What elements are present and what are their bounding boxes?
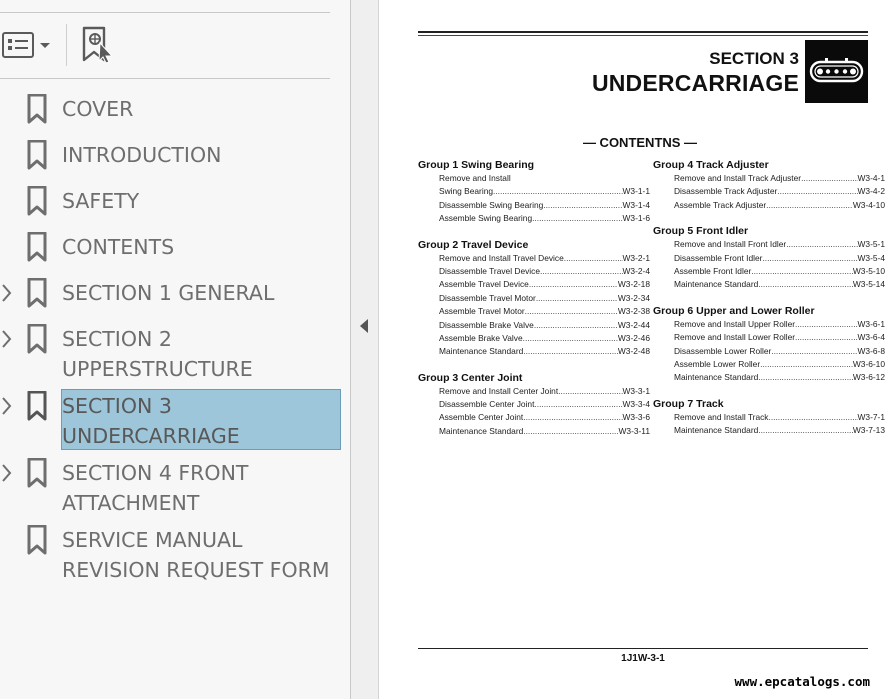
leader-dots <box>762 252 857 265</box>
toc-entry[interactable] <box>439 199 650 212</box>
toc-entry-text: Assemble Brake Valve <box>439 332 523 343</box>
toc-group <box>653 224 885 292</box>
leader-dots <box>777 185 857 198</box>
leader-dots <box>766 199 853 212</box>
toc-entry-text: Assemble Travel Motor <box>439 306 525 317</box>
toc-entry-page: W3-1-4 <box>622 199 650 210</box>
toc-entry[interactable] <box>439 425 650 438</box>
bookmark-icon <box>27 140 47 170</box>
toc-group <box>653 158 885 212</box>
toc-entry[interactable] <box>439 278 650 291</box>
toc-entry-text: Assemble Lower Roller <box>674 358 761 369</box>
toc-entry-page: W3-3-4 <box>622 399 650 410</box>
toc-group-title: Group 1 Swing Bearing <box>418 159 535 171</box>
toc-entry-page: W3-2-1 <box>622 252 650 263</box>
toc-entry-text: Disassemble Center Joint <box>439 399 535 410</box>
toc-group-title: Group 5 Front Idler <box>653 225 749 238</box>
toc-entry[interactable] <box>674 252 885 265</box>
toc-entry-text: Assemble Center Joint <box>439 412 524 423</box>
toc-entry-page: W3-4-1 <box>857 173 885 183</box>
toc-entry[interactable] <box>674 318 885 331</box>
toc-entry[interactable] <box>439 172 650 185</box>
toc-entry-text: Maintenance Standard <box>439 346 524 357</box>
leader-dots <box>760 358 853 371</box>
leader-dots <box>536 292 618 305</box>
toc-entry-text: Remove and Install Lower Roller <box>674 332 796 343</box>
toc-entry-text: Maintenance Standard <box>674 279 759 290</box>
bookmark-icon <box>27 525 47 555</box>
leader-dots <box>795 331 858 344</box>
toc-entry-page: W3-6-10 <box>852 358 885 369</box>
toc-entry-page: W3-5-1 <box>857 239 885 250</box>
toolbar-separator <box>66 24 67 66</box>
toc-entry-page: W3-5-10 <box>852 265 885 276</box>
bookmark-label: SECTION 4 FRONT ATTACHMENT <box>62 461 249 515</box>
toc-entry[interactable] <box>674 424 885 437</box>
toc-entry-text: Disassemble Travel Device <box>439 265 540 276</box>
toc-entry-text: Remove and Install Upper Roller <box>674 318 796 329</box>
bookmark-label: SERVICE MANUAL REVISION REQUEST FORM <box>62 528 330 582</box>
toc-group-title: Group 6 Upper and Lower Roller <box>653 304 815 317</box>
leader-dots <box>558 385 622 398</box>
toc-entry-text: Assemble Swing Bearing <box>439 213 533 224</box>
header-rule <box>418 31 868 33</box>
toc-entry-text: Maintenance Standard <box>674 372 759 383</box>
toc-entry-page: W3-6-1 <box>857 318 885 329</box>
toc-entry[interactable] <box>674 172 885 185</box>
toc-entry[interactable] <box>674 185 885 198</box>
toc-group <box>418 158 650 226</box>
toc-entry-page: W3-6-12 <box>852 372 885 383</box>
toc-entry-text: Remove and Install Track <box>674 411 769 422</box>
panel-splitter[interactable] <box>351 0 379 699</box>
toc-entry-page: W3-3-1 <box>622 385 650 396</box>
header-rule-thin <box>418 35 868 36</box>
toc-entry-page: W3-2-48 <box>617 346 650 357</box>
leader-dots <box>751 265 853 278</box>
panel-top-divider <box>0 12 330 13</box>
leader-dots <box>758 371 853 384</box>
leader-dots <box>786 238 857 251</box>
toc-entry[interactable] <box>674 331 885 344</box>
toc-entry-page: W3-7-1 <box>857 411 885 422</box>
toc-entry[interactable] <box>674 345 885 358</box>
leader-dots <box>758 278 853 291</box>
toc-entry-page: W3-2-44 <box>617 319 650 330</box>
leader-dots <box>771 345 857 358</box>
leader-dots <box>523 345 618 358</box>
toc-entry-page: W3-2-38 <box>617 306 650 317</box>
toc-left-column <box>418 158 650 450</box>
toc-entry-page: W3-3-6 <box>622 412 650 423</box>
expand-chevron-icon[interactable] <box>0 462 14 484</box>
bookmark-icon <box>27 94 47 124</box>
find-current-bookmark-button[interactable] <box>80 26 116 64</box>
bookmark-icon <box>27 278 47 308</box>
options-menu-button[interactable] <box>2 28 52 62</box>
toc-entry-page: W3-2-18 <box>617 279 650 290</box>
toc-entry-text: Disassemble Brake Valve <box>439 319 534 330</box>
toc-group <box>653 304 885 385</box>
toc-entry[interactable] <box>674 358 885 371</box>
find-bookmark-icon <box>80 26 116 64</box>
toc-entry[interactable] <box>439 185 650 198</box>
toc-entry-text: Disassemble Swing Bearing <box>439 199 544 210</box>
toc-entry[interactable] <box>439 292 650 305</box>
bookmark-label: SAFETY <box>62 189 140 213</box>
toc-entry[interactable] <box>674 411 885 424</box>
toc-entry[interactable] <box>439 265 650 278</box>
toc-entry-text: Remove and Install Track Adjuster <box>674 173 802 183</box>
toc-right-column <box>653 158 885 449</box>
toc-entry-page: W3-3-11 <box>618 425 650 436</box>
collapse-left-icon[interactable] <box>357 316 371 336</box>
toc-entry[interactable] <box>439 411 650 424</box>
bookmark-icon <box>27 186 47 216</box>
toolbar-divider <box>0 78 330 79</box>
toc-entry[interactable] <box>439 319 650 332</box>
toc-entry-text: Disassemble Front Idler <box>674 252 763 263</box>
toc-entry-page: W3-6-8 <box>857 345 885 356</box>
toc-entry-text: Maintenance Standard <box>674 425 759 436</box>
leader-dots <box>769 411 858 424</box>
toc-entry-page: W3-2-34 <box>617 292 650 303</box>
toc-entry-page: W3-5-4 <box>857 252 885 263</box>
leader-dots <box>758 424 853 437</box>
bookmark-label: CONTENTS <box>62 235 175 259</box>
toc-entry-page: W3-2-4 <box>622 265 650 276</box>
watermark-text: www.epcatalogs.com <box>734 674 870 689</box>
toc-entry-page: W3-6-4 <box>857 332 885 343</box>
leader-dots <box>564 252 623 265</box>
expand-chevron-icon[interactable] <box>0 328 14 350</box>
toc-entry[interactable] <box>674 265 885 278</box>
bookmark-icon <box>27 391 47 421</box>
toc-entry-text: Disassemble Track Adjuster <box>674 186 778 197</box>
contents-heading: — CONTENTNS — <box>582 135 698 150</box>
toc-entry-text: Assemble Front Idler <box>674 265 752 276</box>
toc-entry[interactable] <box>439 212 650 225</box>
toc-entry[interactable] <box>439 305 650 318</box>
toc-group-title: Group 4 Track Adjuster <box>653 159 769 171</box>
toc-entry-text: Remove and Install <box>439 173 511 183</box>
toc-entry[interactable] <box>674 371 885 384</box>
leader-dots <box>543 199 622 212</box>
leader-dots <box>523 332 618 345</box>
leader-dots <box>523 411 622 424</box>
toc-group-title: Group 2 Travel Device <box>418 238 529 251</box>
bookmark-icon <box>27 458 47 488</box>
leader-dots <box>801 172 857 185</box>
toc-entry[interactable] <box>439 332 650 345</box>
toc-group <box>653 397 885 438</box>
toc-entry-page: W3-4-2 <box>857 186 885 197</box>
toc-entry-text: Disassemble Travel Motor <box>439 292 536 303</box>
toc-entry-text: Remove and Install Center Joint <box>439 385 559 396</box>
toc-entry[interactable] <box>439 398 650 411</box>
chevron-down-icon <box>38 40 52 50</box>
leader-dots <box>795 318 858 331</box>
section-title: UNDERCARRIAGE <box>591 70 799 96</box>
toc-entry-page: W3-5-14 <box>852 279 885 290</box>
leader-dots <box>525 305 618 318</box>
toc-entry-text: Remove and Install Travel Device <box>439 252 564 263</box>
toc-entry[interactable] <box>439 385 650 398</box>
expand-chevron-icon[interactable] <box>0 282 14 304</box>
toc-entry-text: Assemble Travel Device <box>439 279 529 290</box>
leader-dots <box>529 278 618 291</box>
bookmark-label: INTRODUCTION <box>62 143 222 167</box>
bookmark-icon <box>27 232 47 262</box>
toc-entry-page: W3-1-1 <box>622 186 650 197</box>
toc-entry-text: Swing Bearing <box>439 186 494 197</box>
expand-chevron-icon[interactable] <box>0 395 14 417</box>
page-number: 1J1W-3-1 <box>621 653 665 664</box>
bookmark-icon <box>27 324 47 354</box>
toc-entry-page: W3-2-46 <box>617 332 650 343</box>
toc-entry[interactable] <box>439 252 650 265</box>
footer-rule <box>418 648 868 649</box>
bookmarks-panel <box>0 0 351 699</box>
toc-entry[interactable] <box>439 345 650 358</box>
list-options-icon <box>2 32 34 58</box>
leader-dots <box>540 265 623 278</box>
toc-entry-page: W3-7-13 <box>852 425 885 436</box>
crawler-track-icon <box>805 40 868 103</box>
leader-dots <box>534 319 618 332</box>
bookmark-label: SECTION 1 GENERAL <box>62 281 275 305</box>
toc-entry[interactable] <box>674 278 885 291</box>
leader-dots <box>534 398 622 411</box>
leader-dots <box>532 212 622 225</box>
toc-entry-text: Remove and Install Front Idler <box>674 239 787 250</box>
section-number: SECTION 3 <box>709 49 799 68</box>
toc-group <box>418 371 650 439</box>
toc-entry-text: Maintenance Standard <box>439 425 524 436</box>
toc-entry-text: Disassemble Lower Roller <box>674 345 772 356</box>
bookmark-label: COVER <box>62 97 134 121</box>
toc-entry[interactable] <box>674 238 885 251</box>
toc-entry-page: W3-1-6 <box>622 213 650 224</box>
toc-group-title: Group 7 Track <box>653 397 724 410</box>
toc-entry-text: Assemble Track Adjuster <box>674 199 767 210</box>
toc-group-title: Group 3 Center Joint <box>418 371 523 384</box>
leader-dots <box>523 425 618 438</box>
toc-group <box>418 238 650 359</box>
toc-entry[interactable] <box>674 199 885 212</box>
bookmark-label: SECTION 2 UPPERSTRUCTURE <box>62 327 253 381</box>
leader-dots <box>493 185 623 198</box>
bookmark-label: SECTION 3 UNDERCARRIAGE <box>62 394 240 448</box>
toc-entry-page: W3-4-10 <box>852 199 885 210</box>
